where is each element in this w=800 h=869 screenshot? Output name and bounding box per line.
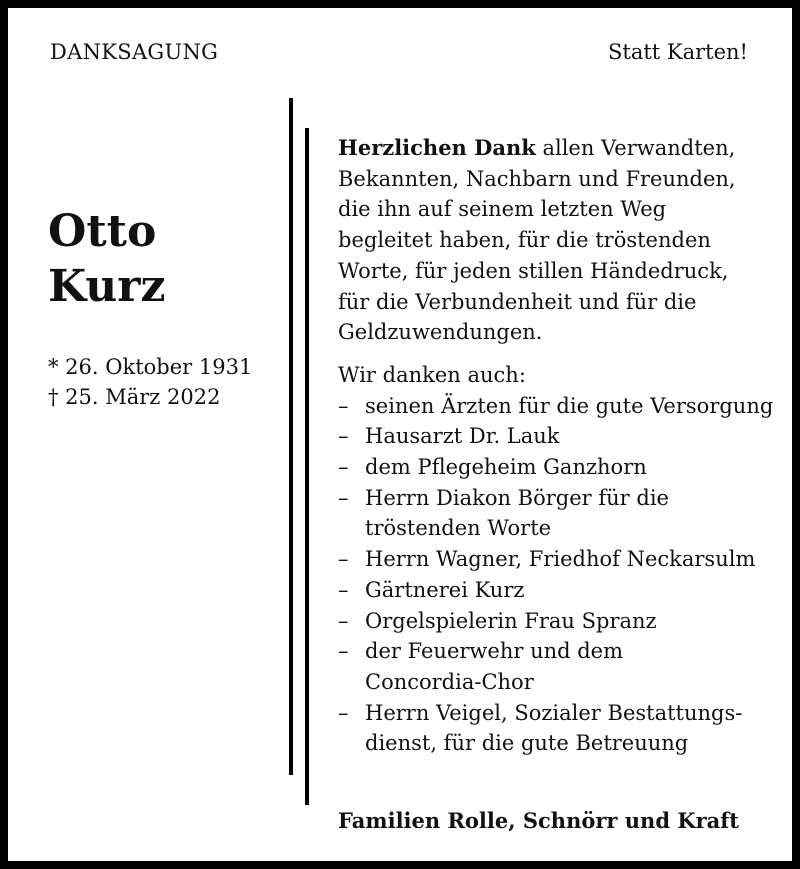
dash-bullet: – xyxy=(338,608,349,633)
list-item xyxy=(338,606,778,637)
intro-line: Worte, für jeden stillen Händedruck, xyxy=(338,258,729,283)
intro-line: die ihn auf seinem letzten Weg xyxy=(338,197,667,222)
thank-you-text xyxy=(338,133,778,759)
list-item xyxy=(338,544,778,575)
thanks-list xyxy=(338,391,778,759)
list-item xyxy=(338,698,778,759)
list-item-text: dienst, für die gute Betreuung xyxy=(365,731,689,756)
list-item xyxy=(338,391,778,422)
list-item-text: Herrn Veigel, Sozialer Bestattungs- xyxy=(365,700,743,725)
list-item xyxy=(338,483,778,544)
life-dates xyxy=(48,352,252,412)
dash-bullet: – xyxy=(338,547,349,572)
intro-line: Bekannten, Nachbarn und Freunden, xyxy=(338,166,736,191)
intro-line: für die Verbundenheit und für die xyxy=(338,289,697,314)
dash-bullet: – xyxy=(338,639,349,664)
deceased-name xyxy=(48,204,165,314)
list-item xyxy=(338,575,778,606)
list-item-text: dem Pflegeheim Ganzhorn xyxy=(365,455,647,480)
list-item-text: Hausarzt Dr. Lauk xyxy=(365,424,560,449)
dash-bullet: – xyxy=(338,700,349,725)
intro-line: allen Verwandten, xyxy=(535,136,736,160)
dash-bullet: – xyxy=(338,485,349,510)
divider-line-left xyxy=(289,98,293,775)
list-item-text: Herrn Diakon Börger für die xyxy=(365,485,669,510)
list-item-text: Herrn Wagner, Friedhof Neckarsulm xyxy=(365,547,756,572)
list-item-text: seinen Ärzten für die gute Versorgung xyxy=(365,393,774,418)
intro-bold: Herzlichen Dank xyxy=(338,135,536,160)
death-date: † 25. März 2022 xyxy=(48,385,221,409)
intro-paragraph xyxy=(338,133,778,348)
dash-bullet: – xyxy=(338,424,349,449)
thanks-also-label: Wir danken auch: xyxy=(338,362,526,387)
intro-line: Geldzuwendungen. xyxy=(338,320,543,345)
last-name: Kurz xyxy=(48,261,166,312)
list-item xyxy=(338,452,778,483)
list-item-text: Orgelspielerin Frau Spranz xyxy=(365,608,657,633)
list-item xyxy=(338,421,778,452)
list-item-text: der Feuerwehr und dem xyxy=(365,639,624,664)
dash-bullet: – xyxy=(338,455,349,480)
first-name: Otto xyxy=(48,206,157,257)
intro-line: begleitet haben, für die tröstenden xyxy=(338,228,711,253)
list-item-text: Gärtnerei Kurz xyxy=(365,577,525,602)
birth-date: * 26. Oktober 1931 xyxy=(48,355,253,379)
list-item xyxy=(338,636,778,697)
dash-bullet: – xyxy=(338,577,349,602)
divider-line-right xyxy=(305,128,309,805)
instead-of-cards-label: Statt Karten! xyxy=(608,40,748,64)
notice-type-label: DANKSAGUNG xyxy=(50,40,219,64)
family-signature: Familien Rolle, Schnörr und Kraft xyxy=(338,808,739,833)
list-item-text: Concordia-Chor xyxy=(365,669,534,694)
dash-bullet: – xyxy=(338,393,349,418)
list-item-text: tröstenden Worte xyxy=(365,516,552,541)
